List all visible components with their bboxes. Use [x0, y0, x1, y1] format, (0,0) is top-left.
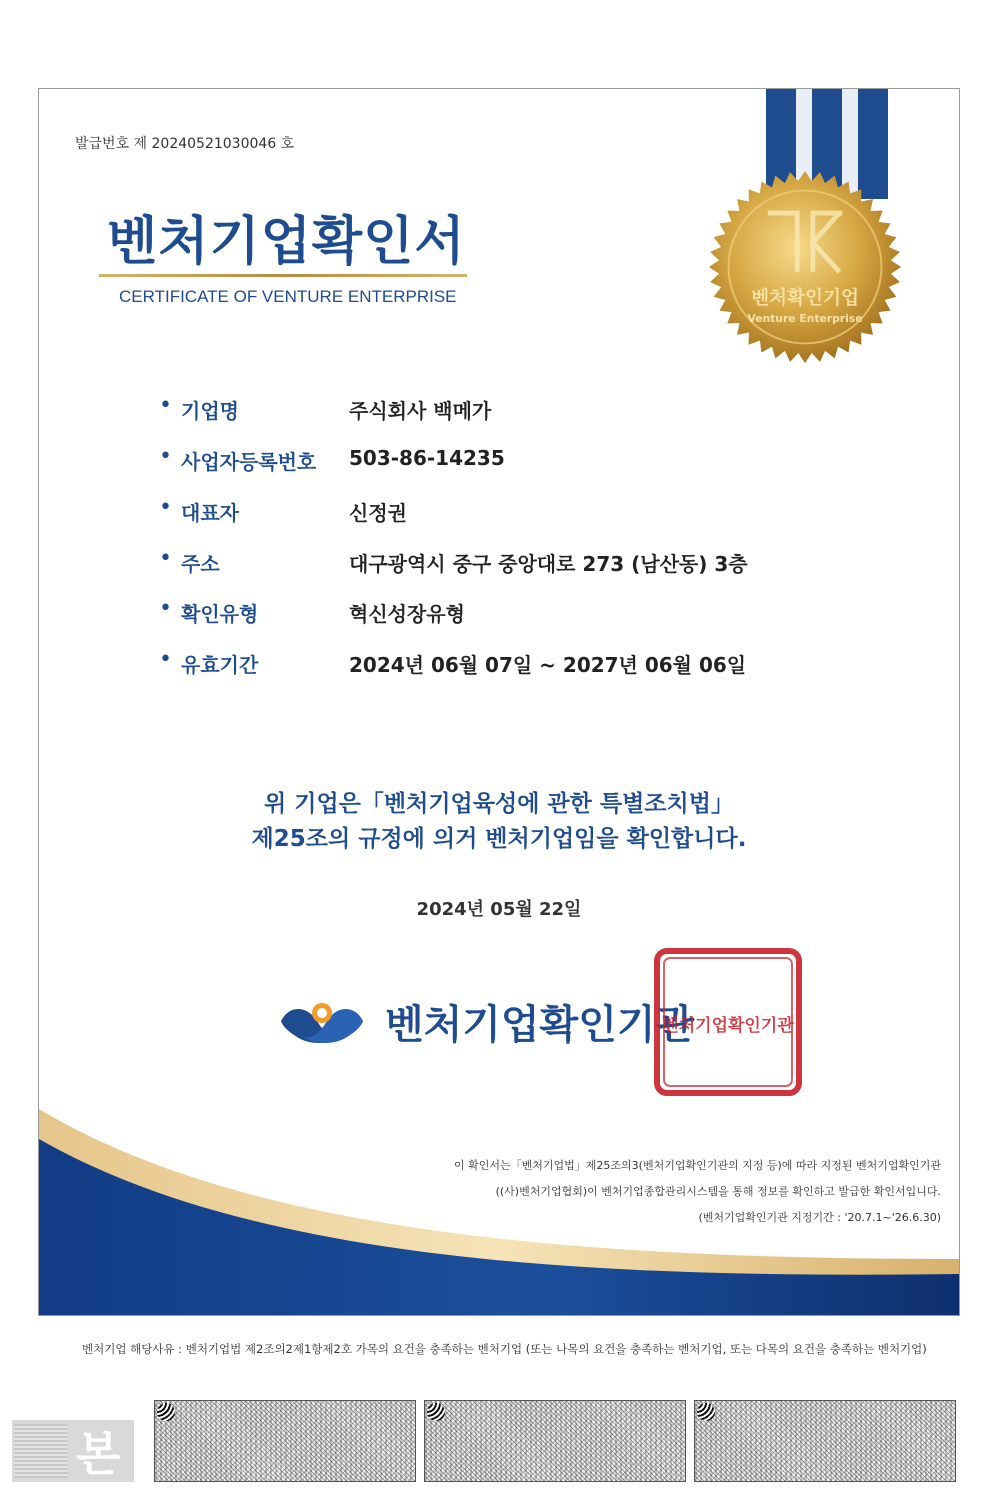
bullet-icon: •	[159, 546, 172, 571]
field-representative	[159, 491, 859, 531]
issuer-name: 벤처기업확인기관	[385, 1002, 695, 1048]
bullet-icon: •	[159, 444, 172, 469]
security-barcode-3	[694, 1400, 956, 1482]
field-address	[159, 542, 859, 582]
field-business-number	[159, 440, 859, 480]
venture-gold-seal	[707, 169, 903, 365]
statement-line-2: 제25조의 규정에 의거 벤처기업임을 확인합니다.	[251, 826, 747, 852]
security-barcode-1	[154, 1400, 416, 1482]
statement-line-1: 위 기업은「벤처기업육성에 관한 특별조치법」	[264, 791, 734, 817]
issue-number: 발급번호 제 20240521030046 호	[75, 136, 295, 152]
field-value: 신정권	[349, 501, 407, 525]
copy-watermark-text: 본	[76, 1427, 121, 1481]
bullet-icon: •	[159, 495, 172, 520]
field-label: 확인유형	[181, 602, 259, 626]
security-barcode-2	[424, 1400, 686, 1482]
legal-note-1: 이 확인서는「벤처기업법」제25조의3(벤처기업확인기관의 지정 등)에 따라 지정된 벤처기업확인기관	[454, 1159, 941, 1172]
field-label: 유효기간	[181, 653, 259, 677]
field-label: 사업자등록번호	[181, 450, 317, 474]
field-value: 2024년 06월 07일 ~ 2027년 06월 06일	[349, 653, 747, 677]
field-label: 기업명	[181, 399, 239, 423]
venture-reason: 벤처기업 해당사유 : 벤처기업법 제2조의2제1항제2호 가목의 요건을 충족하는 벤처기업 (또는 나목의 요건을 충족하는 벤처기업, 또는 다목의 요건을 충족하는 벤처기업)	[82, 1342, 927, 1356]
field-company-name	[159, 389, 859, 429]
barcode-corner-icon	[427, 1403, 445, 1421]
bullet-icon: •	[159, 596, 172, 621]
issuer-logo-icon	[279, 997, 365, 1045]
seal-text: 벤처확인기업	[751, 288, 859, 310]
official-seal-stamp	[653, 947, 803, 1097]
certificate-subtitle: CERTIFICATE OF VENTURE ENTERPRISE	[119, 287, 457, 306]
issue-date: 2024년 05월 22일	[416, 899, 582, 920]
field-validity-period	[159, 643, 859, 683]
field-label: 대표자	[181, 501, 239, 525]
seal-subtext: Venture Enterprise	[747, 311, 863, 325]
field-value: 대구광역시 중구 중앙대로 273 (남산동) 3층	[349, 552, 748, 576]
legal-note-3: (벤처기업확인기관 지정기간 : '20.7.1~'26.6.30)	[698, 1211, 941, 1224]
barcode-corner-icon	[157, 1403, 175, 1421]
barcode-corner-icon	[697, 1403, 715, 1421]
decorative-wave	[39, 1099, 960, 1316]
certificate-frame	[38, 88, 960, 1316]
certificate-title: 벤처기업확인서	[107, 212, 466, 272]
field-label: 주소	[181, 552, 220, 576]
field-value: 혁신성장유형	[349, 602, 465, 626]
bullet-icon: •	[159, 647, 172, 672]
field-confirmation-type	[159, 592, 859, 632]
title-underline	[99, 274, 467, 277]
bullet-icon: •	[159, 393, 172, 418]
stamp-text: 벤처기업확인기관	[662, 1016, 794, 1036]
copy-watermark-pattern	[14, 1424, 68, 1478]
field-value: 503-86-14235	[349, 446, 505, 470]
field-value: 주식회사 백메가	[349, 399, 492, 423]
legal-note-2: ((사)벤처기업협회)이 벤처기업종합관리시스템을 통해 정보를 확인하고 발급한 확인서입니다.	[495, 1185, 941, 1198]
